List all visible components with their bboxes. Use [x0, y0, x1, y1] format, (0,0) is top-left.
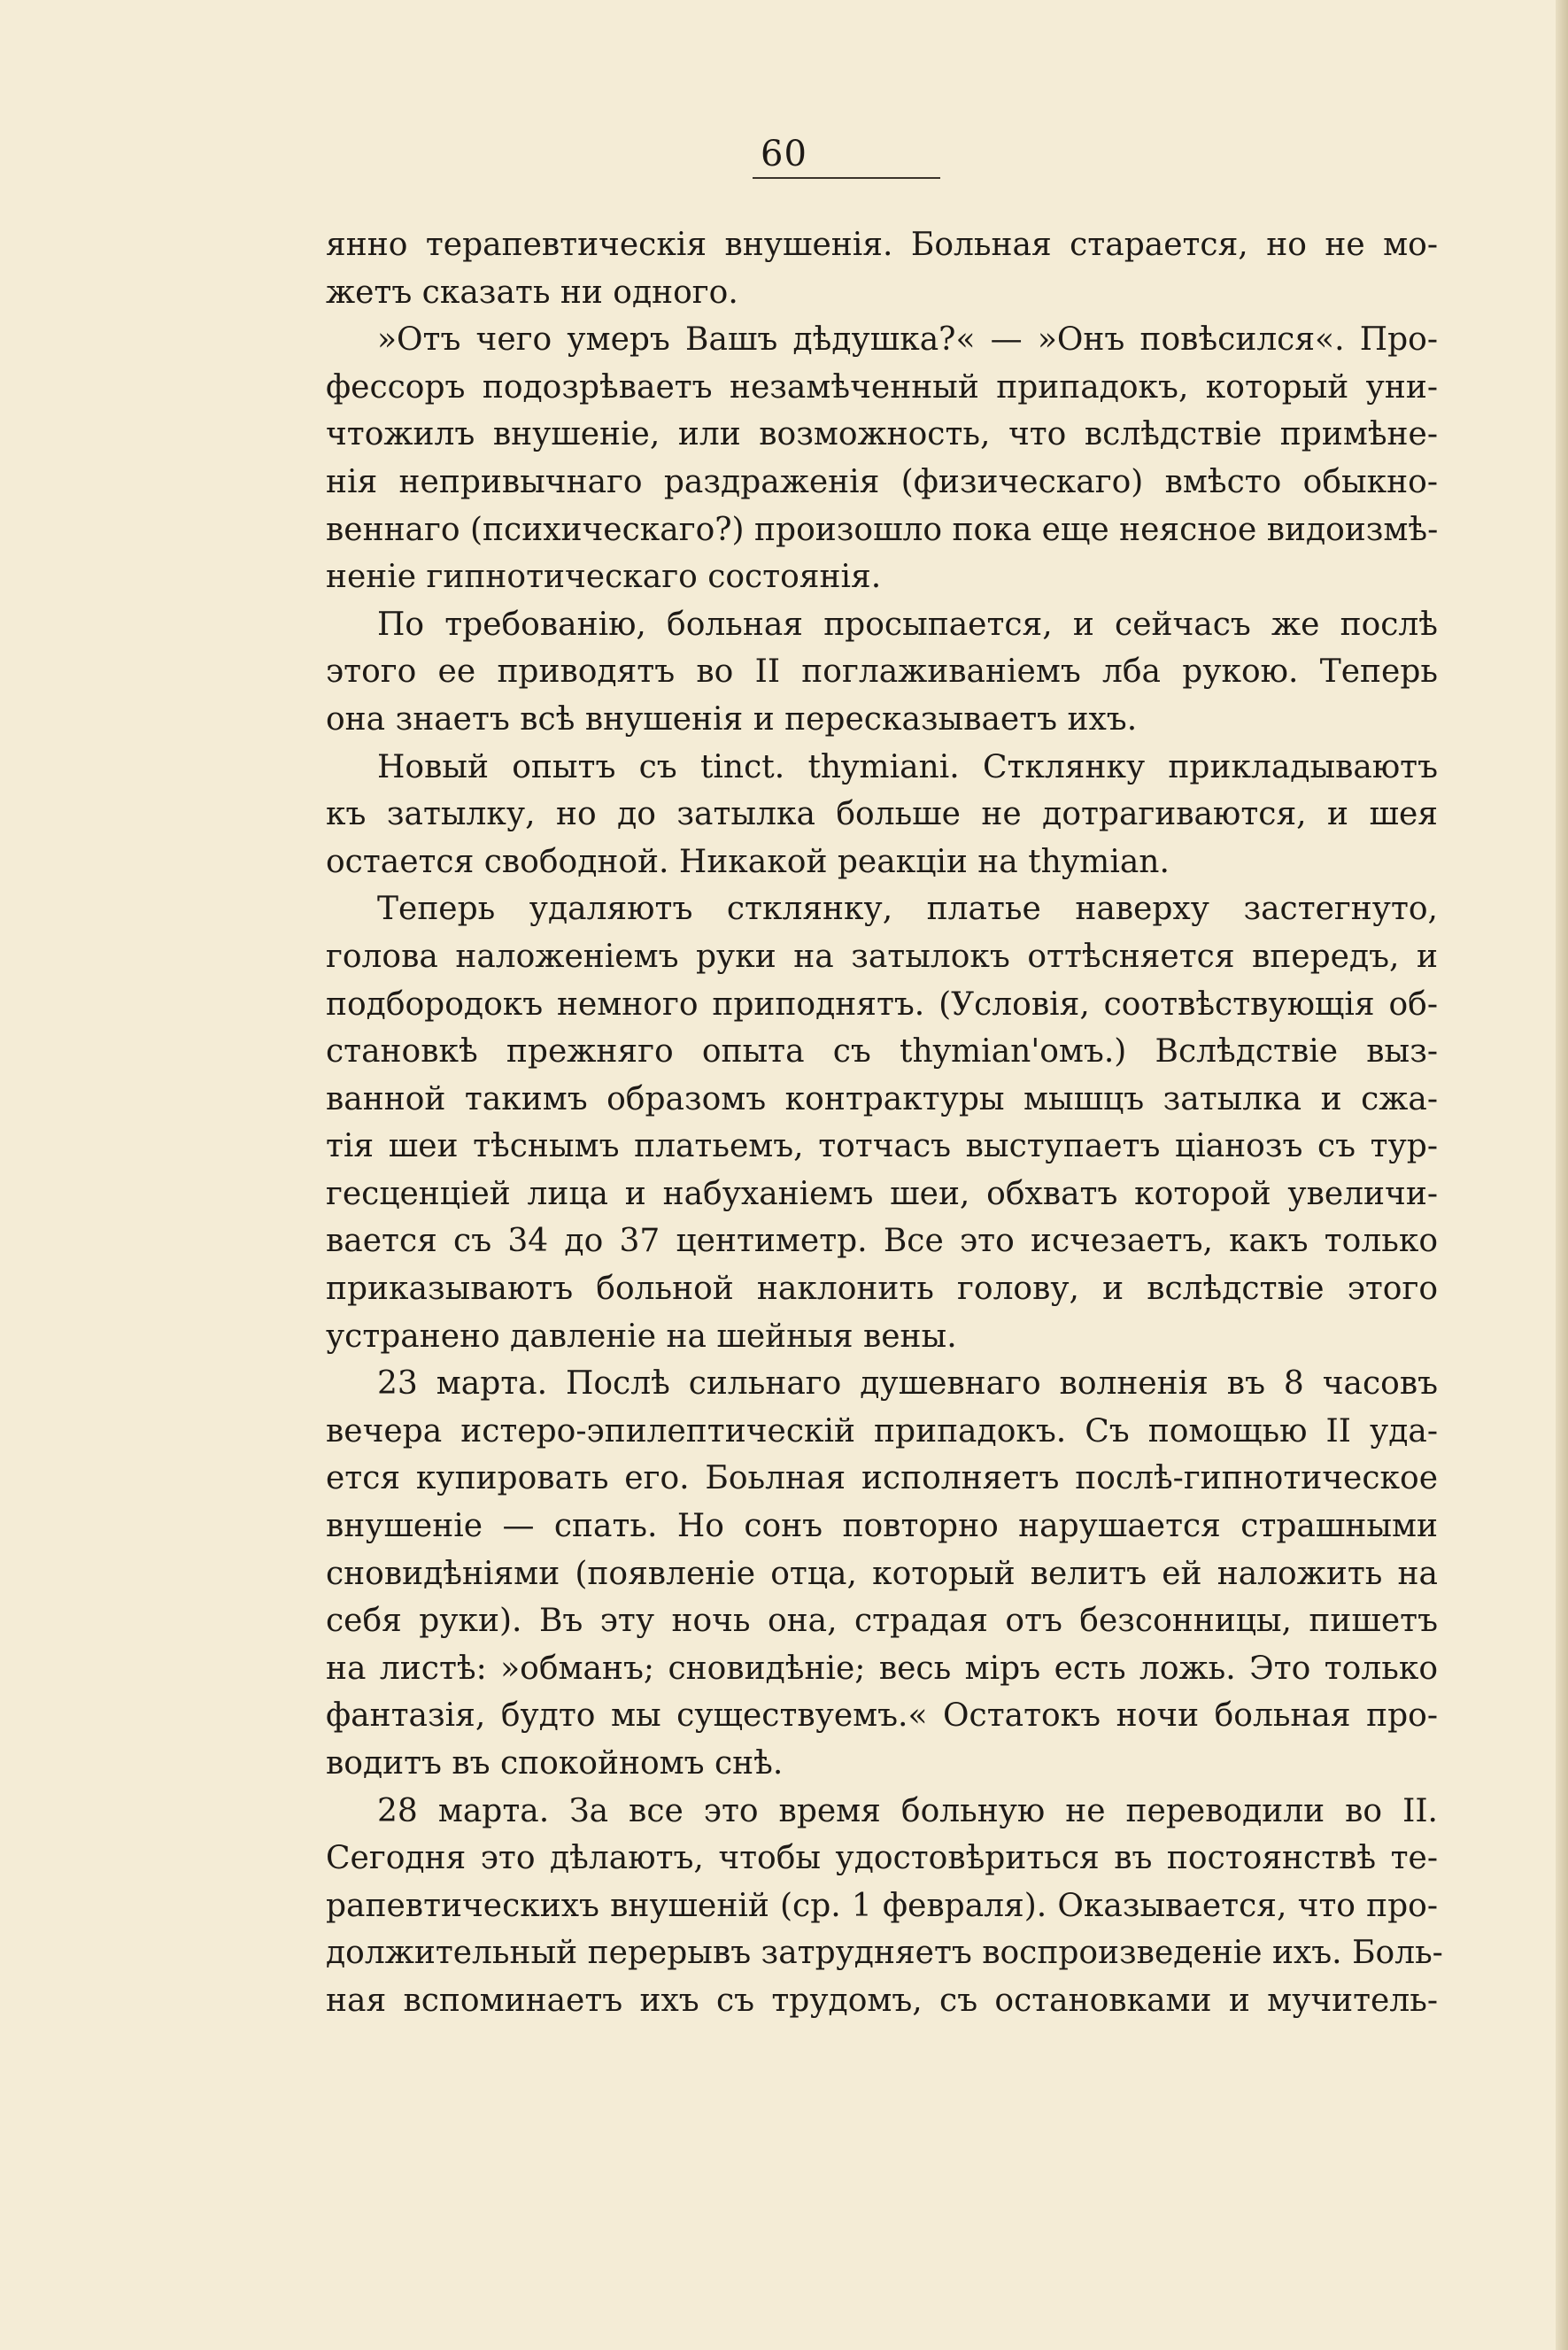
text-line: остается свободной. Никакой реакціи на thymian. — [326, 843, 1170, 880]
text-line: водитъ въ спокойномъ снѣ. — [326, 1745, 784, 1782]
text-line: тія шеи тѣснымъ платьемъ, тотчасъ выступаетъ ціанозъ съ тур- — [326, 1128, 1438, 1165]
text-line: 23 марта. Послѣ сильнаго душевнаго волненія въ 8 часовъ — [377, 1365, 1438, 1403]
text-line: ется купировать его. Боьлная исполняетъ послѣ-гипнотическое — [326, 1460, 1438, 1497]
text-line: чтожилъ внушеніе, или возможность, что вслѣдствіе примѣне- — [326, 416, 1438, 453]
text-line: должительный перерывъ затрудняетъ воспроизведеніе ихъ. Боль- — [326, 1935, 1443, 1972]
body-text — [326, 221, 1443, 2025]
text-line: гесценціей лица и набуханіемъ шеи, обхватъ которой увеличи- — [326, 1175, 1438, 1212]
text-line: неніе гипнотическаго состоянія. — [326, 559, 882, 596]
text-line: на листѣ: »обманъ; сновидѣніе; весь міръ есть ложь. Это только — [326, 1650, 1438, 1687]
text-line: 28 марта. За все это время больную не переводили во II. — [377, 1792, 1438, 1829]
text-line: »Отъ чего умеръ Вашъ дѣдушка?« — »Онъ повѣсился«. Про- — [377, 321, 1438, 359]
text-line: По требованію, больная просыпается, и сейчасъ же послѣ — [377, 606, 1438, 643]
text-line: себя руки). Въ эту ночь она, страдая отъ безсонницы, пишетъ — [326, 1603, 1438, 1640]
text-line: къ затылку, но до затылка больше не дотрагиваются, и шея — [326, 796, 1438, 833]
page-edge-shadow — [1556, 0, 1568, 2350]
text-line: становкѣ прежняго опыта съ thymian'омъ.) Вслѣдствіе выз- — [326, 1033, 1438, 1071]
page-number-rule — [753, 177, 940, 179]
text-line: фессоръ подозрѣваетъ незамѣченный припадокъ, который уни- — [326, 368, 1438, 406]
text-line: приказываютъ больной наклонить голову, и вслѣдствіе этого — [326, 1271, 1438, 1308]
page-number: 60 — [761, 134, 807, 174]
text-line: она знаетъ всѣ внушенія и пересказываетъ ихъ. — [326, 700, 1138, 738]
text-line: устранено давленіе на шейныя вены. — [326, 1318, 957, 1355]
text-line: фантазія, будто мы существуемъ.« Остатокъ ночи больная про- — [326, 1697, 1438, 1735]
text-line: сновидѣніями (появленіе отца, который велитъ ей наложить на — [326, 1555, 1438, 1592]
text-line: ная вспоминаетъ ихъ съ трудомъ, съ остановками и мучитель- — [326, 1982, 1438, 2019]
text-line: янно терапевтическія внушенія. Больная старается, но не мо- — [326, 227, 1438, 263]
text-line: вается съ 34 до 37 центиметр. Все это исчезаетъ, какъ только — [326, 1223, 1438, 1260]
text-line: подбородокъ немного приподнятъ. (Условія, соотвѣствующія об- — [326, 986, 1438, 1023]
text-line: голова наложеніемъ руки на затылокъ оттѣсняется впередъ, и — [326, 938, 1438, 975]
text-line: Новый опытъ съ tinct. thymiani. Стклянку прикладываютъ — [377, 748, 1438, 785]
text-line: вечера истеро-эпилептическій припадокъ. Съ помощью II уда- — [326, 1412, 1438, 1449]
text-line: Теперь удаляютъ стклянку, платье наверху застегнуто, — [377, 891, 1438, 928]
text-line: этого ее приводятъ во II поглаживаніемъ лба рукою. Теперь — [326, 653, 1438, 691]
text-line: жетъ сказать ни одного. — [326, 274, 738, 311]
text-line: веннаго (психическаго?) произошло пока еще неясное видоизмѣ- — [326, 511, 1439, 548]
text-line: рапевтическихъ внушеній (ср. 1 февраля). Оказывается, что про- — [326, 1887, 1438, 1924]
text-line: ванной такимъ образомъ контрактуры мышцъ затылка и сжа- — [326, 1080, 1438, 1117]
text-line: внушеніе — спать. Но сонъ повторно нарушается страшными — [326, 1508, 1438, 1545]
text-line: нія непривычнаго раздраженія (физическаго) вмѣсто обыкно- — [326, 463, 1438, 500]
text-line: Сегодня это дѣлаютъ, чтобы удостовѣриться въ постоянствѣ те- — [326, 1840, 1438, 1877]
